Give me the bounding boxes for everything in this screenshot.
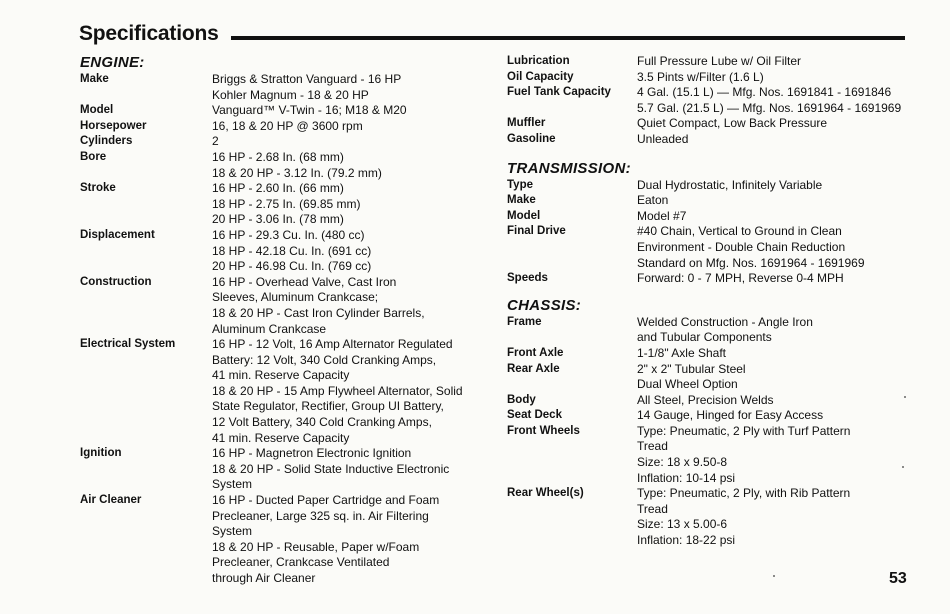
spec-value-line: 1-1/8" Axle Shaft [637,345,726,360]
left-column [80,54,500,593]
spec-values [212,150,500,181]
spec-value-line: 16 HP - Overhead Valve, Cast Iron [212,274,397,289]
spec-value-line: Dual Hydrostatic, Infinitely Variable [637,177,823,192]
spec-value-line: Model #7 [637,208,687,223]
spec-label: Body [507,393,536,406]
spec-label: Make [80,73,109,85]
spec-label: Gasoline [507,132,556,145]
title-rule [231,36,905,40]
spec-value-line: 12 Volt Battery, 340 Cold Cranking Amps, [212,415,432,430]
spec-row [80,103,500,119]
spec-value-line: 3.5 Pints w/Filter (1.6 L) [637,69,764,84]
spec-label: Type [507,178,533,191]
spec-value-line: Tread [637,439,668,454]
engine-section [80,54,500,587]
spec-value-line: Size: 13 x 5.00-6 [637,517,728,532]
spec-label: Ignition [80,447,122,460]
spec-value-line: Vanguard™ V-Twin - 16; M18 & M20 [212,103,407,118]
spec-label: Electrical System [80,338,176,351]
spec-values [637,393,922,409]
spec-values [212,103,500,119]
spec-row [507,271,922,287]
spec-values [212,493,500,587]
spec-row [80,446,500,493]
spec-value-line: 2 [212,134,219,149]
spec-row [507,315,922,346]
page-number: 53 [889,570,907,587]
spec-value-line: Inflation: 10-14 psi [637,470,736,485]
spec-row [507,132,922,148]
spec-label: Air Cleaner [80,494,142,507]
spec-value-line: 18 & 20 HP - Solid State Inductive Electronic [212,461,450,476]
spec-label: Front Axle [507,346,564,359]
spec-values [637,346,922,362]
chassis-rows [507,315,922,549]
spec-value-line: #40 Chain, Vertical to Ground in Clean [637,224,842,239]
spec-values [212,228,500,275]
spec-value-line: Precleaner, Large 325 sq. in. Air Filtering [212,508,429,523]
spec-row [507,224,922,271]
spec-value-line: 18 & 20 HP - Cast Iron Cylinder Barrels, [212,305,425,320]
spec-row [507,178,922,194]
spec-value-line: Tread [637,501,668,516]
spec-value-line: Unleaded [637,131,689,146]
spec-value-line: 16 HP - Ducted Paper Cartridge and Foam [212,493,440,508]
spec-values [637,116,922,132]
spec-label: Model [80,104,114,117]
spec-values [637,408,922,424]
spec-value-line: 20 HP - 3.06 In. (78 mm) [212,212,344,227]
spec-label: Rear Wheel(s) [507,487,584,500]
transmission-heading: TRANSMISSION: [507,159,631,177]
spec-label: Final Drive [507,225,566,238]
spec-label: Construction [80,275,152,288]
spec-values [637,193,922,209]
chassis-section [507,297,922,549]
spec-values [637,54,922,70]
spec-value-line: Battery: 12 Volt, 340 Cold Cranking Amps, [212,352,437,367]
spec-value-line: 16 HP - 12 Volt, 16 Amp Alternator Regulated [212,337,453,352]
spec-row [507,85,922,116]
spec-row [507,393,922,409]
spec-value-line: Size: 18 x 9.50-8 [637,455,728,470]
spec-row [80,228,500,275]
spec-label: Muffler [507,117,546,130]
spec-label: Frame [507,315,542,328]
spec-values [637,315,922,346]
spec-value-line: Type: Pneumatic, 2 Ply with Turf Pattern [637,423,851,438]
spec-value-line: 2" x 2" Tubular Steel [637,361,746,376]
spec-value-line: Environment - Double Chain Reduction [637,239,846,254]
spec-value-line: Full Pressure Lube w/ Oil Filter [637,54,802,68]
spec-values [637,178,922,194]
spec-values [637,70,922,86]
spec-values [212,134,500,150]
spec-value-line: Sleeves, Aluminum Crankcase; [212,290,379,305]
spec-values [637,85,922,116]
spec-label: Rear Axle [507,362,560,375]
spec-row [80,72,500,103]
spec-values [637,132,922,148]
spec-values [212,275,500,337]
spec-values [637,486,922,548]
spec-row [80,134,500,150]
spec-value-line: 16 HP - 29.3 Cu. In. (480 cc) [212,227,365,242]
spec-row [507,408,922,424]
spec-row [507,486,922,548]
spec-row [507,54,922,70]
spec-value-line: Type: Pneumatic, 2 Ply, with Rib Pattern [637,486,851,501]
spec-value-line: 16 HP - 2.68 In. (68 mm) [212,149,344,164]
spec-value-line: through Air Cleaner [212,571,316,585]
spec-label: Make [507,194,536,207]
spec-values [637,424,922,486]
scan-speck [902,466,904,468]
engine-rows [80,72,500,587]
spec-value-line: 18 HP - 2.75 In. (69.85 mm) [212,196,361,211]
spec-label: Lubrication [507,55,570,67]
spec-value-line: 16 HP - 2.60 In. (66 mm) [212,181,344,196]
spec-value-line: 18 HP - 42.18 Cu. In. (691 cc) [212,243,372,258]
spec-row [80,275,500,337]
spec-value-line: 18 & 20 HP - 15 Amp Flywheel Alternator, Solid [212,383,463,398]
spec-value-line: Eaton [637,193,669,208]
spec-value-line: Forward: 0 - 7 MPH, Reverse 0-4 MPH [637,271,844,286]
spec-value-line: 18 & 20 HP - Reusable, Paper w/Foam [212,539,420,554]
engine-continued-section [507,54,922,148]
spec-row [507,193,922,209]
spec-values [212,72,500,103]
spec-value-line: State Regulator, Rectifier, Group UI Battery, [212,399,444,414]
spec-label: Cylinders [80,135,133,148]
spec-value-line: Kohler Magnum - 18 & 20 HP [212,87,369,102]
spec-value-line: All Steel, Precision Welds [637,392,774,407]
scan-speck [773,575,775,577]
spec-value-line: Inflation: 18-22 psi [637,533,736,548]
spec-values [637,209,922,225]
spec-row [80,493,500,587]
spec-value-line: Briggs & Stratton Vanguard - 16 HP [212,72,402,86]
spec-values [212,119,500,135]
spec-values [212,446,500,493]
spec-label: Speeds [507,272,548,285]
spec-values [212,337,500,446]
spec-value-line: 4 Gal. (15.1 L) — Mfg. Nos. 1691841 - 1691846 [637,85,892,100]
spec-row [507,70,922,86]
spec-value-line: 14 Gauge, Hinged for Easy Access [637,408,824,423]
spec-row [507,209,922,225]
spec-row [80,337,500,446]
scan-speck [904,396,906,398]
spec-values [637,362,922,393]
spec-values [212,181,500,228]
chassis-heading: CHASSIS: [507,296,582,314]
spec-label: Front Wheels [507,424,580,437]
spec-value-line: Welded Construction - Angle Iron [637,314,813,329]
spec-label: Displacement [80,228,155,241]
spec-value-line: 41 min. Reserve Capacity [212,368,350,383]
spec-value-line: 16, 18 & 20 HP @ 3600 rpm [212,118,363,133]
engine-continued-rows [507,54,922,148]
spec-value-line: Aluminum Crankcase [212,321,327,336]
spec-row [507,346,922,362]
spec-value-line: Quiet Compact, Low Back Pressure [637,116,828,131]
spec-value-line: Dual Wheel Option [637,377,738,392]
spec-value-line: System [212,477,253,492]
spec-value-line: 5.7 Gal. (21.5 L) — Mfg. Nos. 1691964 - 1691969 [637,100,902,115]
spec-row [507,424,922,486]
spec-row [80,150,500,181]
spec-values [637,224,922,271]
spec-value-line: and Tubular Components [637,330,772,345]
title-row [79,20,905,48]
engine-heading: ENGINE: [80,54,145,71]
spec-value-line: 41 min. Reserve Capacity [212,430,350,445]
spec-label: Oil Capacity [507,70,574,83]
spec-label: Model [507,209,541,222]
spec-value-line: 16 HP - Magnetron Electronic Ignition [212,446,412,461]
spec-value-line: Precleaner, Crankcase Ventilated [212,555,390,570]
spec-label: Fuel Tank Capacity [507,86,611,99]
transmission-rows [507,178,922,287]
spec-label: Bore [80,150,107,163]
spec-row [80,181,500,228]
spec-row [507,362,922,393]
right-column [507,54,922,555]
spec-label: Seat Deck [507,409,562,422]
transmission-section [507,160,922,287]
spec-row [80,119,500,135]
spec-value-line: 20 HP - 46.98 Cu. In. (769 cc) [212,259,372,274]
spec-label: Stroke [80,182,116,195]
spec-row [507,116,922,132]
spec-values [637,271,922,287]
page-title: Specifications [79,22,219,45]
spec-value-line: 18 & 20 HP - 3.12 In. (79.2 mm) [212,165,382,180]
spec-label: Horsepower [80,119,147,132]
spec-value-line: Standard on Mfg. Nos. 1691964 - 1691969 [637,255,865,270]
spec-value-line: System [212,524,253,539]
